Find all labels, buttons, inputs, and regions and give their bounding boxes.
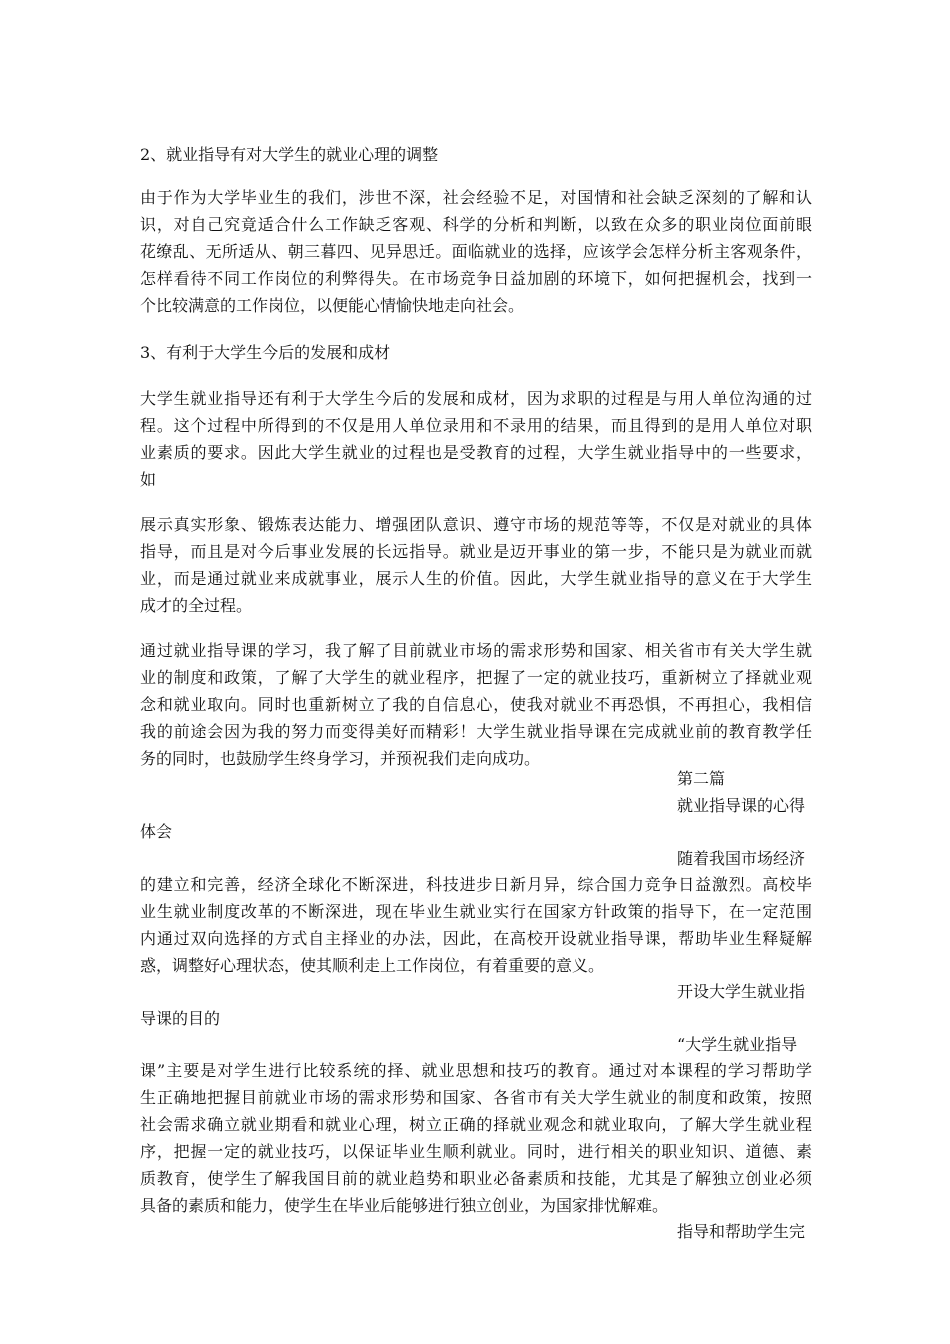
paragraph-line: 识，对自己究竟适合什么工作缺乏客观、科学的分析和判断，以致在众多的职业岗位面前眼	[140, 215, 812, 234]
paragraph-line: 务的同时，也鼓励学生终身学习，并预祝我们走向成功。	[140, 749, 541, 768]
paragraph-lead: 随着我国市场经济	[677, 849, 806, 868]
paragraph-line: 业的制度和政策，了解了大学生的就业程序，把握了一定的就业技巧，重新树立了择就业观	[140, 668, 812, 687]
paragraph-line: 展示真实形象、锻炼表达能力、增强团队意识、遵守市场的规范等等，不仅是对就业的具体	[140, 515, 812, 534]
paragraph-line: 社会需求确立就业期看和就业心理，树立正确的择就业观念和就业取向，了解大学生就业程	[140, 1115, 812, 1134]
paragraph-line: 生正确地把握目前就业市场的需求形势和国家、各省市有关大学生就业的制度和政策，按照	[140, 1088, 812, 1107]
paragraph-line: 由于作为大学毕业生的我们，涉世不深，社会经验不足，对国情和社会缺乏深刻的了解和认	[140, 188, 812, 207]
paragraph-line: 花缭乱、无所适从、朝三暮四、见异思迁。面临就业的选择，应该学会怎样分析主客观条件，	[140, 242, 812, 261]
section-heading-3: 3、有利于大学生今后的发展和成材	[140, 343, 391, 362]
subheading-continued: 导课的目的	[140, 1009, 221, 1028]
trailing-text: 指导和帮助学生完	[677, 1222, 806, 1241]
paragraph-line: 具备的素质和能力，使学生在毕业后能够进行独立创业，为国家排忧解难。	[140, 1196, 669, 1215]
section-title-continued: 体会	[140, 822, 173, 841]
paragraph-line: 念和就业取向。同时也重新树立了我的自信息心，使我对就业不再恐惧，不再担心，我相信	[140, 695, 812, 714]
paragraph-line: 成才的全过程。	[140, 596, 253, 615]
paragraph-line: 大学生就业指导还有利于大学生今后的发展和成材，因为求职的过程是与用人单位沟通的过	[140, 389, 812, 408]
paragraph-line: 如	[140, 470, 157, 489]
paragraph-line: 质教育，使学生了解我国目前的就业趋势和职业必备素质和技能，尤其是了解独立创业必须	[140, 1169, 812, 1188]
paragraph-line: 程。这个过程中所得到的不仅是用人单位录用和不录用的结果，而且得到的是用人单位对职	[140, 416, 812, 435]
paragraph-line: 指导，而且是对今后事业发展的长远指导。就业是迈开事业的第一步，不能只是为就业而就	[140, 542, 812, 561]
paragraph-line: 业生就业制度改革的不断深进，现在毕业生就业实行在国家方针政策的指导下，在一定范围	[140, 902, 812, 921]
paragraph-line: 我的前途会因为我的努力而变得美好而精彩！大学生就业指导课在完成就业前的教育教学任	[140, 722, 812, 741]
paragraph-line: 个比较满意的工作岗位，以便能心情愉快地走向社会。	[140, 296, 525, 315]
paragraph-lead: “大学生就业指导	[677, 1035, 798, 1054]
section-heading-2: 2、就业指导有对大学生的就业心理的调整	[140, 145, 439, 164]
paragraph-line: 业，而是通过就业来成就事业，展示人生的价值。因此，大学生就业指导的意义在于大学生	[140, 569, 812, 588]
paragraph-line: 业素质的要求。因此大学生就业的过程也是受教育的过程，大学生就业指导中的一些要求，	[140, 443, 812, 462]
paragraph-line: 序，把握一定的就业技巧，以保证毕业生顺利就业。同时，进行相关的职业知识、道德、素	[140, 1142, 812, 1161]
paragraph-line: 内通过双向选择的方式自主择业的办法，因此，在高校开设就业指导课，帮助毕业生释疑解	[140, 929, 812, 948]
section-label: 第二篇	[677, 769, 726, 788]
subheading: 开设大学生就业指	[677, 982, 806, 1001]
section-title: 就业指导课的心得	[677, 796, 806, 815]
paragraph-line: 惑，调整好心理状态，使其顺利走上工作岗位，有着重要的意义。	[140, 956, 605, 975]
paragraph-line: 通过就业指导课的学习，我了解了目前就业市场的需求形势和国家、相关省市有关大学生就	[140, 641, 812, 660]
paragraph-line: 的建立和完善，经济全球化不断深进，科技进步日新月异，综合国力竞争日益激烈。高校毕	[140, 875, 812, 894]
paragraph-line: 课”主要是对学生进行比较系统的择、就业思想和技巧的教育。通过对本课程的学习帮助学	[140, 1061, 812, 1080]
paragraph-line: 怎样看待不同工作岗位的利弊得失。在市场竞争日益加剧的环境下，如何把握机会，找到一	[140, 269, 812, 288]
